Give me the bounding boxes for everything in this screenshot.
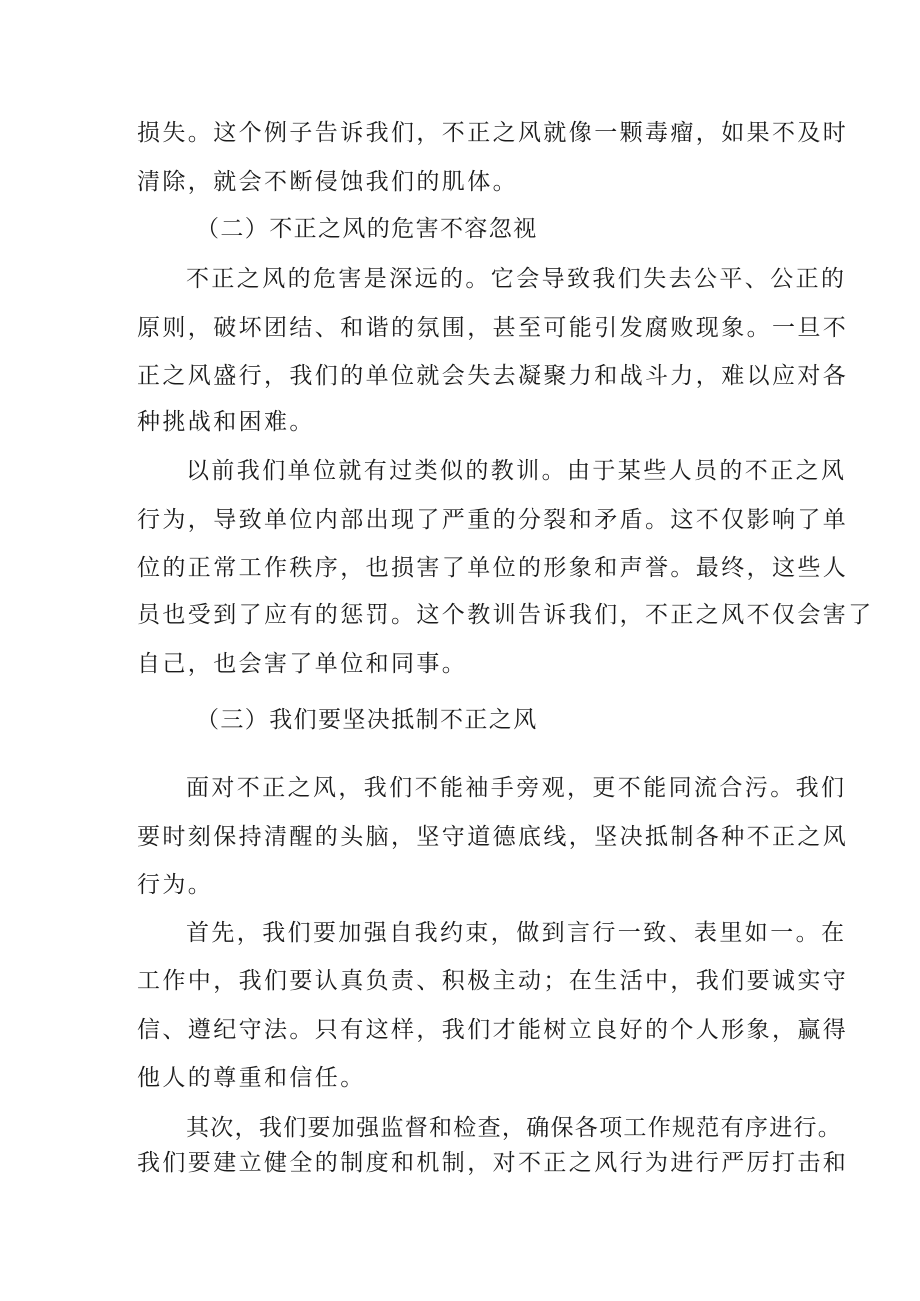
text-line: 正之风盛行，我们的单位就会失去凝聚力和战斗力，难以应对各: [137, 363, 849, 389]
text-line: 原则，破坏团结、和谐的氛围，甚至可能引发腐败现象。一旦不: [137, 315, 849, 341]
section-heading-2: （二）不正之风的危害不容忽视: [196, 216, 538, 242]
text-line: 种挑战和困难。: [137, 409, 315, 435]
text-line: 他人的尊重和信任。: [137, 1065, 366, 1091]
text-line: 要时刻保持清醒的头脑，坚守道德底线，坚决抵制各种不正之风: [137, 824, 849, 850]
section-heading-3: （三）我们要坚决抵制不正之风: [196, 707, 538, 733]
text-line: 我们要建立健全的制度和机制，对不正之风行为进行严厉打击和: [137, 1150, 849, 1176]
text-line: 以前我们单位就有过类似的教训。由于某些人员的不正之风: [186, 458, 847, 484]
text-line: 其次，我们要加强监督和检查，确保各项工作规范有序进行。: [186, 1115, 843, 1141]
text-line: 信、遵纪守法。只有这样，我们才能树立良好的个人形象，赢得: [137, 1017, 849, 1043]
text-line: 不正之风的危害是深远的。它会导致我们失去公平、公正的: [186, 266, 847, 292]
text-line: 损失。这个例子告诉我们，不正之风就像一颗毒瘤，如果不及时: [137, 120, 849, 146]
text-line: 员也受到了应有的惩罚。这个教训告诉我们，不正之风不仅会害了: [137, 602, 874, 628]
text-line: 清除，就会不断侵蚀我们的肌体。: [137, 169, 518, 195]
text-line: 首先，我们要加强自我约束，做到言行一致、表里如一。在: [186, 920, 847, 946]
text-line: 工作中，我们要认真负责、积极主动；在生活中，我们要诚实守: [137, 968, 849, 994]
text-line: 行为，导致单位内部出现了严重的分裂和矛盾。这不仅影响了单: [137, 507, 849, 533]
text-line: 行为。: [137, 872, 214, 898]
text-line: 位的正常工作秩序，也损害了单位的形象和声誉。最终，这些人: [137, 555, 849, 581]
text-line: 面对不正之风，我们不能袖手旁观，更不能同流合污。我们: [186, 775, 847, 801]
text-line: 自己，也会害了单位和同事。: [137, 651, 468, 677]
